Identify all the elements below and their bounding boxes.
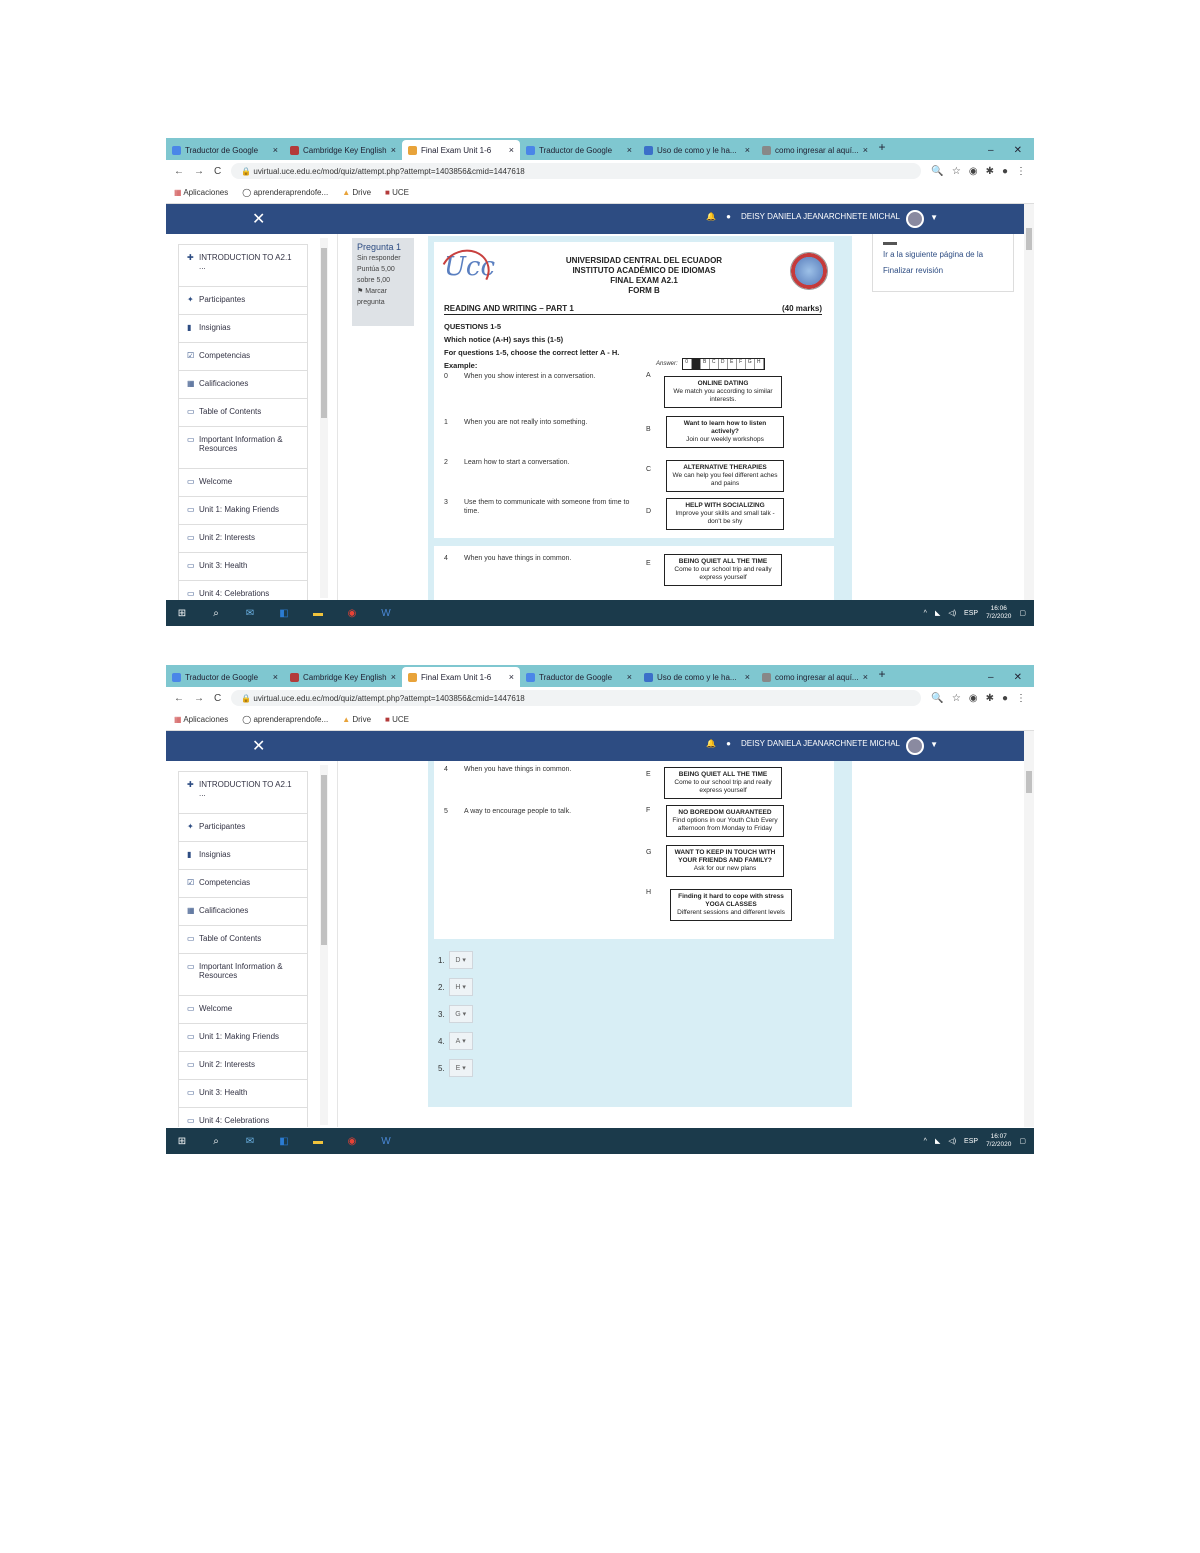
profile-icon[interactable]: ● [1001,692,1008,704]
volume-icon[interactable]: ◁) [948,1138,957,1145]
folder-icon: ▭ [187,1060,195,1069]
notice-a: ONLINE DATING We match you according to similar interests. [664,376,782,408]
nav-item[interactable] [179,1108,307,1127]
nav-item-label: Unit 4: Celebrations [199,589,270,598]
uce-icon: ■ [385,188,390,197]
drive-icon: ▲ [342,715,351,724]
course-drawer [166,234,338,600]
url-input[interactable]: 🔒 uvirtual.uce.edu.ec/mod/quiz/attempt.php?attempt=1403856&cmid=1447618 [231,690,921,706]
grades-icon: ▦ [187,906,195,915]
message-icon[interactable]: ● [726,212,731,221]
nav-item-label: Welcome [199,1004,233,1013]
nav-item[interactable] [179,996,307,1024]
favicon-icon [408,673,417,682]
zoom-icon[interactable]: 🔍 [931,692,944,704]
page-icon: ◯ [242,715,252,724]
answer-select-4: 4. A ▾ [438,1032,473,1050]
close-tab-icon[interactable]: × [390,145,396,155]
folder-icon: ▭ [187,962,195,971]
address-bar [166,687,1034,709]
reload-icon[interactable]: C [214,692,222,704]
url-input[interactable]: 🔒 uvirtual.uce.edu.ec/mod/quiz/attempt.php?attempt=1403856&cmid=1447618 [231,163,921,179]
nav-item[interactable] [179,1080,307,1108]
folder-icon: ▭ [187,477,195,486]
favicon-icon [526,673,535,682]
flag-icon: ⚑ [357,288,364,295]
nav-item[interactable] [179,525,307,553]
tray-up-icon[interactable]: ^ [923,609,927,617]
check-square-icon: ☑ [187,878,195,887]
course-drawer [166,761,338,1127]
browser-tab[interactable]: Uso de como y le ha... × [638,140,756,160]
notice-f: NO BOREDOM GUARANTEED Find options in our Youth Club Every afternoon from Monday to Friday [666,805,784,837]
nav-item[interactable] [179,399,307,427]
nav-item-label: Unit 3: Health [199,561,248,570]
close-tab-icon[interactable]: × [390,672,396,682]
notification-icon[interactable]: 🔔 [706,739,717,748]
nav-item-label: Unit 4: Celebrations [199,1116,270,1125]
nav-item[interactable] [179,287,307,315]
question-item: 3 Use them to communicate with someone from time to time. [444,499,630,515]
nav-item-label: Competencias [199,351,251,360]
profile-icon[interactable]: ● [1001,165,1008,177]
notice-h: Finding it hard to cope with stress YOGA CLASSES Different sessions and different levels [670,889,792,921]
course-nav [178,771,308,1127]
browser-tab[interactable]: Traductor de Google × [520,667,638,687]
new-tab-button[interactable]: + [878,667,886,681]
file-explorer-icon[interactable]: ▬ [313,1135,323,1147]
language-indicator[interactable]: ESP [964,609,979,617]
folder-icon: ▭ [187,407,195,416]
chrome-icon[interactable]: ◉ [347,1135,357,1147]
extension-icon[interactable]: ◉ [968,165,978,177]
favicon-icon [172,146,181,155]
bookmark[interactable]: ◯ aprenderaprendofe... [242,715,329,724]
users-icon: ✦ [187,295,194,304]
zoom-icon[interactable]: 🔍 [931,165,944,177]
nav-item-label: Important Information & Resources [199,962,283,980]
close-drawer-icon[interactable]: ✕ [252,211,266,228]
close-tab-icon[interactable]: × [744,145,750,155]
bookmarks-bar [166,182,1034,204]
nav-item[interactable] [179,427,307,469]
puzzle-icon[interactable]: ✱ [985,692,994,704]
bookmark[interactable]: ▲ Drive [342,715,372,724]
example-label: Example: [444,361,478,370]
nav-item-label: Calificaciones [199,379,249,388]
university-header: UNIVERSIDAD CENTRAL DEL ECUADOR INSTITUTO ACADÉMICO DE IDIOMAS FINAL EXAM A2.1 FORM B [565,256,723,295]
badge-icon: ▮ [187,323,192,332]
screenshot-1 [166,138,1034,626]
nav-item[interactable] [179,898,307,926]
close-tab-icon[interactable]: × [862,145,868,155]
ucc-logo: Ucc [444,252,496,282]
browser-tab-bar [166,665,1034,687]
close-window-icon[interactable]: ✕ [1013,145,1022,156]
tray-up-icon[interactable]: ^ [923,1137,927,1145]
notice-g: WANT TO KEEP IN TOUCH WITH YOUR FRIENDS AND FAMILY? Ask for our new plans [666,845,784,877]
answer-select-1: 1. D ▾ [438,951,473,969]
windows-start-icon[interactable]: ⊞ [177,1135,187,1147]
windows-taskbar [166,600,1034,626]
university-seal-icon [790,252,828,290]
answer-select-5: 5. E ▾ [438,1059,473,1077]
flag-question[interactable]: ⚑ Marcar pregunta [357,288,388,306]
nav-item-label: Insignias [199,850,231,859]
nav-item[interactable] [179,371,307,399]
next-page-link[interactable]: Ir a la siguiente página de la [883,250,984,259]
nav-item[interactable] [179,842,307,870]
nav-item-label: Competencias [199,878,251,887]
word-icon[interactable]: W [381,1135,391,1147]
browser-tab[interactable]: como ingresar al aquí... × [756,667,874,687]
favicon-icon [526,146,535,155]
star-icon[interactable]: ☆ [951,165,961,177]
notice-c: ALTERNATIVE THERAPIES We can help you feel different aches and pains [666,460,784,492]
quiz-navigation-block [872,234,1014,292]
user-name[interactable]: DEISY DANIELA JEANARCHNETE MICHAL [740,212,900,221]
grades-icon: ▦ [187,379,195,388]
nav-item-label: Unit 3: Health [199,1088,248,1097]
close-tab-icon[interactable]: × [272,145,278,155]
badge-icon: ▮ [187,850,192,859]
notice-d: HELP WITH SOCIALIZING Improve your skills and small talk - don't be shy [666,498,784,530]
answer-dropdown[interactable]: E ▾ [449,1059,473,1077]
mail-icon[interactable]: ✉ [245,607,255,619]
nav-item[interactable] [179,343,307,371]
nav-item[interactable] [179,1052,307,1080]
minimize-icon[interactable]: – [988,145,994,156]
nav-item[interactable] [179,926,307,954]
user-name[interactable]: DEISY DANIELA JEANARCHNETE MICHAL [740,739,900,748]
folder-icon: ▭ [187,934,195,943]
question-item: 4 When you have things in common. [444,766,572,773]
nav-item[interactable] [179,954,307,996]
nav-item-label: Unit 1: Making Friends [199,505,280,514]
question-item: 0 When you show interest in a conversation. [444,373,596,380]
forward-icon[interactable]: → [194,692,204,704]
folder-icon: ▭ [187,1088,195,1097]
close-tab-icon[interactable]: × [272,672,278,682]
exam-page: 4 When you have things in common. E BEING QUIET ALL THE TIME Come to our school trip and really express yourself 5 A way to encourage people to talk. F NO BOREDOM GUARANTEED Find options in our Youth Club Every afternoon from Monday to Friday G WANT TO KEEP IN TOUCH WITH YOUR FRIENDS AND FAMILY? Ask for our new plans H Finding it hard to cope with stress YOGA CLASSES Different sessions and different levels [434,761,834,939]
page-scrollbar[interactable] [1024,731,1034,1127]
bookmark[interactable]: ◯ aprenderaprendofe... [242,188,329,197]
finish-review-link[interactable]: Finalizar revisión [883,266,944,275]
bookmark-apps[interactable]: ▦ Aplicaciones [174,715,229,724]
uce-icon: ■ [385,715,390,724]
notifications-icon[interactable]: ▢ [1019,1138,1026,1145]
new-tab-button[interactable]: + [878,140,886,154]
nav-item-label: Table of Contents [199,934,262,943]
answer-dropdown[interactable]: H ▾ [449,978,473,996]
nav-item[interactable] [179,497,307,525]
nav-item-label: Unit 2: Interests [199,1060,256,1069]
nav-item-label: Insignias [199,323,231,332]
bookmark[interactable]: ■ UCE [385,715,409,724]
favicon-icon [644,146,653,155]
instruction: Which notice (A-H) says this (1-5) [444,335,564,344]
graduation-cap-icon: ✚ [187,253,194,262]
notice-e: BEING QUIET ALL THE TIME Come to our school trip and really express yourself [664,767,782,799]
browser-tab-active[interactable]: Final Exam Unit 1-6 × [402,140,520,160]
question-number: Pregunta 1 [357,242,402,252]
answer-dropdown[interactable]: G ▾ [449,1005,473,1023]
nav-item[interactable] [179,581,307,600]
exam-page: Ucc UNIVERSIDAD CENTRAL DEL ECUADOR INSTITUTO ACADÉMICO DE IDIOMAS FINAL EXAM A2.1 FORM B READING AND WRITING – PART 1 (40 marks) QUESTIONS 1-5 Which notice (A-H) says this (1-5) For questions 1-5, choose the correct letter A - H. Example: Answer: 0 B C D E F G H 0 When you show interest in a conversation. 1 When you are not really into something. 2 Learn how to start a conversation. 3 Use them to communicate with someone from time to time. A ONLINE DATING We match you according to similar interests. B Want to learn how to listen actively? Join our weekly workshops C ALTERNATIVE THERAPIES We can help you feel different aches and pains D HELP WITH SOCIALIZING Improve your skills and small talk - don't be shy [434,242,834,538]
mail-icon[interactable]: ✉ [245,1135,255,1147]
folder-icon: ▭ [187,589,195,598]
browser-tab[interactable]: Cambridge Key English × [284,667,402,687]
nav-item-label: INTRODUCTION TO A2.1 ... [199,780,292,798]
favicon-icon [762,673,771,682]
favicon-icon [290,146,299,155]
browser-tab[interactable]: Traductor de Google × [166,667,284,687]
nav-item[interactable] [179,772,307,814]
nav-item[interactable] [179,245,307,287]
close-tab-icon[interactable]: × [744,672,750,682]
extension-icon[interactable]: ◉ [968,692,978,704]
message-icon[interactable]: ● [726,739,731,748]
folder-icon: ▭ [187,1004,195,1013]
notifications-icon[interactable]: ▢ [1019,610,1026,617]
exam-page: 4 When you have things in common. E BEING QUIET ALL THE TIME Come to our school trip and really express yourself [434,546,834,600]
favicon-icon [290,673,299,682]
chevron-down-icon[interactable]: ▼ [930,213,938,222]
bookmark[interactable]: ▲ Drive [342,188,372,197]
clock[interactable]: 16:07 7/2/2020 [986,1133,1012,1148]
questions-label: QUESTIONS 1-5 [444,322,502,331]
question-mark: Puntúa 5,00 sobre 5,00 [357,266,395,284]
notice-b: Want to learn how to listen actively? Join our weekly workshops [666,416,784,448]
back-icon[interactable]: ← [174,692,184,704]
favicon-icon [172,673,181,682]
outlook-icon[interactable]: ◧ [279,1135,289,1147]
question-item: 2 Learn how to start a conversation. [444,459,570,466]
nav-item-label: Welcome [199,477,233,486]
nav-item-label: Unit 2: Interests [199,533,256,542]
reload-icon[interactable]: C [214,165,222,177]
answer-select-2: 2. H ▾ [438,978,473,996]
check-square-icon: ☑ [187,351,195,360]
moodle-header [166,204,1024,234]
browser-tab[interactable]: como ingresar al aquí... × [756,140,874,160]
browser-tab-active[interactable]: Final Exam Unit 1-6 × [402,667,520,687]
folder-icon: ▭ [187,505,195,514]
instruction: For questions 1-5, choose the correct letter A - H. [444,348,620,357]
answer-dropdown[interactable]: A ▾ [449,1032,473,1050]
menu-icon[interactable]: ⋮ [1016,692,1026,704]
answer-dropdown[interactable]: D ▾ [449,951,473,969]
nav-item[interactable] [179,553,307,581]
question-info [352,238,414,326]
windows-start-icon[interactable]: ⊞ [177,607,187,619]
lock-icon: 🔒 [241,166,254,176]
search-icon[interactable]: ⌕ [213,607,219,619]
question-panel [428,761,852,1107]
drawer-scrollbar[interactable] [320,765,328,1125]
favicon-icon [408,146,417,155]
nav-item-label: Unit 1: Making Friends [199,1032,280,1041]
course-nav [178,244,308,600]
nav-item[interactable] [179,814,307,842]
nav-item[interactable] [179,315,307,343]
browser-tab[interactable]: Cambridge Key English × [284,140,402,160]
bookmarks-bar [166,709,1034,731]
screenshot-2 [166,665,1034,1154]
users-icon: ✦ [187,822,194,831]
windows-taskbar [166,1128,1034,1154]
question-status: Sin responder [357,255,401,262]
chrome-icon[interactable]: ◉ [347,607,357,619]
drawer-scrollbar[interactable] [320,238,328,598]
lock-icon: 🔒 [241,693,254,703]
avatar[interactable] [906,737,924,755]
favicon-icon [644,673,653,682]
close-tab-icon[interactable]: × [626,145,632,155]
notice-e: BEING QUIET ALL THE TIME Come to our school trip and really express yourself [664,554,782,586]
nav-item-label: INTRODUCTION TO A2.1 ... [199,253,292,271]
close-drawer-icon[interactable]: ✕ [252,738,266,755]
page-scrollbar[interactable] [1024,204,1034,600]
browser-tab[interactable]: Uso de como y le ha... × [638,667,756,687]
chevron-down-icon[interactable]: ▼ [930,740,938,749]
quiz-content [338,761,1024,1127]
question-item: 1 When you are not really into something. [444,419,588,426]
answer-select-3: 3. G ▾ [438,1005,473,1023]
address-bar [166,160,1034,182]
browser-tab[interactable]: Traductor de Google × [166,140,284,160]
network-icon[interactable]: ◣ [934,1138,941,1145]
apps-grid-icon: ▦ [174,188,182,197]
close-tab-icon[interactable]: × [862,672,868,682]
folder-icon: ▭ [187,533,195,542]
nav-item-label: Participantes [199,822,246,831]
page-icon: ◯ [242,188,252,197]
window-controls [976,672,1034,687]
language-indicator[interactable]: ESP [964,1137,979,1145]
close-window-icon[interactable]: ✕ [1013,672,1022,683]
nav-item-label: Calificaciones [199,906,249,915]
answer-example: Answer: 0 B C D E F G H [656,358,765,370]
file-explorer-icon[interactable]: ▬ [313,607,323,619]
star-icon[interactable]: ☆ [951,692,961,704]
nav-item[interactable] [179,1024,307,1052]
nav-item-label: Important Information & Resources [199,435,283,453]
search-icon[interactable]: ⌕ [213,1135,219,1147]
menu-icon[interactable]: ⋮ [1016,165,1026,177]
bookmark[interactable]: ■ UCE [385,188,409,197]
outlook-icon[interactable]: ◧ [279,607,289,619]
close-tab-icon[interactable]: × [626,672,632,682]
forward-icon[interactable]: → [194,165,204,177]
graduation-cap-icon: ✚ [187,780,194,789]
folder-icon: ▭ [187,1116,195,1125]
question-item: 4 When you have things in common. [444,555,572,562]
close-tab-icon[interactable]: × [508,145,514,155]
nav-item-label: Participantes [199,295,246,304]
question-panel [428,236,852,600]
folder-icon: ▭ [187,435,195,444]
puzzle-icon[interactable]: ✱ [985,165,994,177]
clock[interactable]: 16:06 7/2/2020 [986,605,1012,620]
nav-item[interactable] [179,469,307,497]
bookmark-apps[interactable]: ▦ Aplicaciones [174,188,229,197]
word-icon[interactable]: W [381,607,391,619]
favicon-icon [762,146,771,155]
folder-icon: ▭ [187,1032,195,1041]
question-item: 5 A way to encourage people to talk. [444,808,572,815]
volume-icon[interactable]: ◁) [948,610,957,617]
folder-icon: ▭ [187,561,195,570]
nav-item-label: Table of Contents [199,407,262,416]
notification-icon[interactable]: 🔔 [706,212,717,221]
minimize-icon[interactable]: – [988,672,994,683]
apps-grid-icon: ▦ [174,715,182,724]
network-icon[interactable]: ◣ [934,610,941,617]
browser-tab-bar [166,138,1034,160]
avatar[interactable] [906,210,924,228]
window-controls [976,145,1034,160]
section-header: READING AND WRITING – PART 1 (40 marks) [444,304,822,313]
browser-tab[interactable]: Traductor de Google × [520,140,638,160]
back-icon[interactable]: ← [174,165,184,177]
nav-item[interactable] [179,870,307,898]
moodle-header [166,731,1024,761]
close-tab-icon[interactable]: × [508,672,514,682]
drive-icon: ▲ [342,188,351,197]
